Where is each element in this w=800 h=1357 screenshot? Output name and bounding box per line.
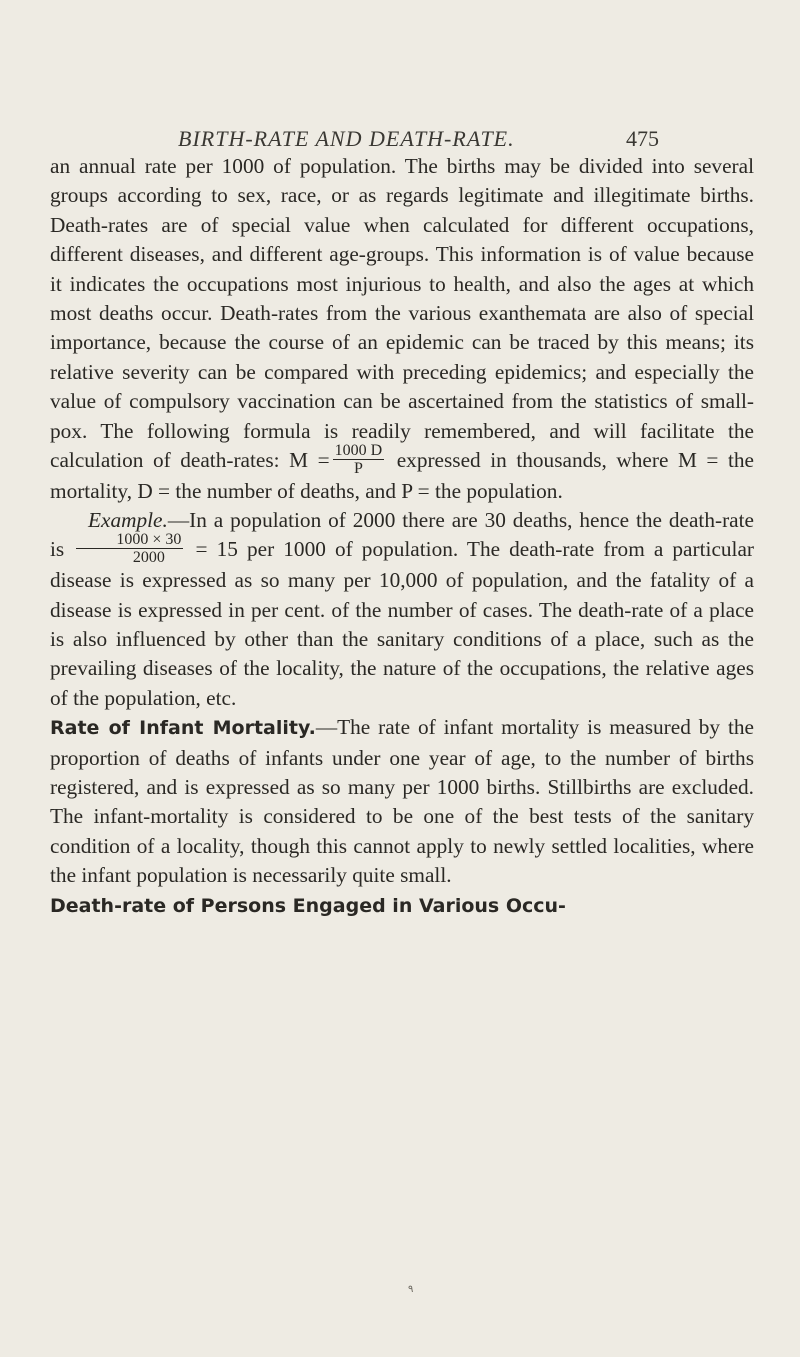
paragraph-occupations (50, 891, 754, 921)
example-text-continued: = 15 per 1000 of population. The death-rate from a particular disease is expressed as so many per 10,000 of population, and the fatality of a disease is expressed in per cent. of the number of cases. The death-rate of a place is also influenced by other than the sanitary conditions of a place, such as the prevailing diseases of the locality, the nature of the occupations, the relative ages of the population, etc. (50, 537, 755, 710)
example-denominator: 2000 (132, 549, 165, 567)
example-formula (76, 531, 183, 566)
body-text (50, 152, 754, 921)
page-number: 475 (626, 126, 659, 151)
example-label: Example. (88, 508, 168, 533)
infant-mortality-text: —The rate of infant mortality is measured by the proportion of deaths of infants under one year of age, to the number of births registered, and is expressed as so many per 1000 births. Stillbirths are excluded. The infant-mortality is considered to be one of the best tests of the sanitary condition of a locality, though this cannot apply to newly settled localities, where the infant population is necessarily quite small. (50, 715, 755, 888)
occupation-heading: Death-rate of Persons Engaged in Various Occu- (50, 894, 566, 917)
example-numerator: 1000 × 30 (76, 531, 183, 549)
page-speck: ٩ (408, 1284, 414, 1295)
paragraph-death-rates (50, 152, 754, 506)
formula-numerator: 1000 D (334, 441, 383, 459)
paragraph-text: an annual rate per 1000 of population. The births may be divided into several groups according to sex, race, or as regards legitimate and illegitimate births. Death-rates are of special value when calculated for different occupations, different diseases, and different age-groups. This information is of value because it indicates the occupations most injurious to health, and also the ages at which most deaths occur. Death-rates from the various exanthemata are also of special importance, because the course of an epidemic can be traced by this means; its relative severity can be compared with preceding epidemics; and especially the value of compulsory vaccination can be ascertained from the statistics of small-pox. The following formula is readily remembered, and will facilitate the calculation of death-rates: M = (50, 154, 754, 473)
paragraph-text-continued: expressed in thousands, where M = the mortality, D = the number of deaths, and P = the population. (50, 448, 754, 503)
mortality-formula (333, 442, 385, 477)
paragraph-infant-mortality (50, 713, 754, 890)
infant-mortality-heading: Rate of Infant Mortality. (50, 717, 316, 740)
example-text: —In a population of 2000 there are 30 deaths, hence the death-rate is (50, 508, 754, 562)
running-title: BIRTH-RATE AND DEATH-RATE. (178, 126, 515, 151)
paragraph-example (50, 506, 754, 713)
formula-denominator: P (353, 459, 363, 477)
